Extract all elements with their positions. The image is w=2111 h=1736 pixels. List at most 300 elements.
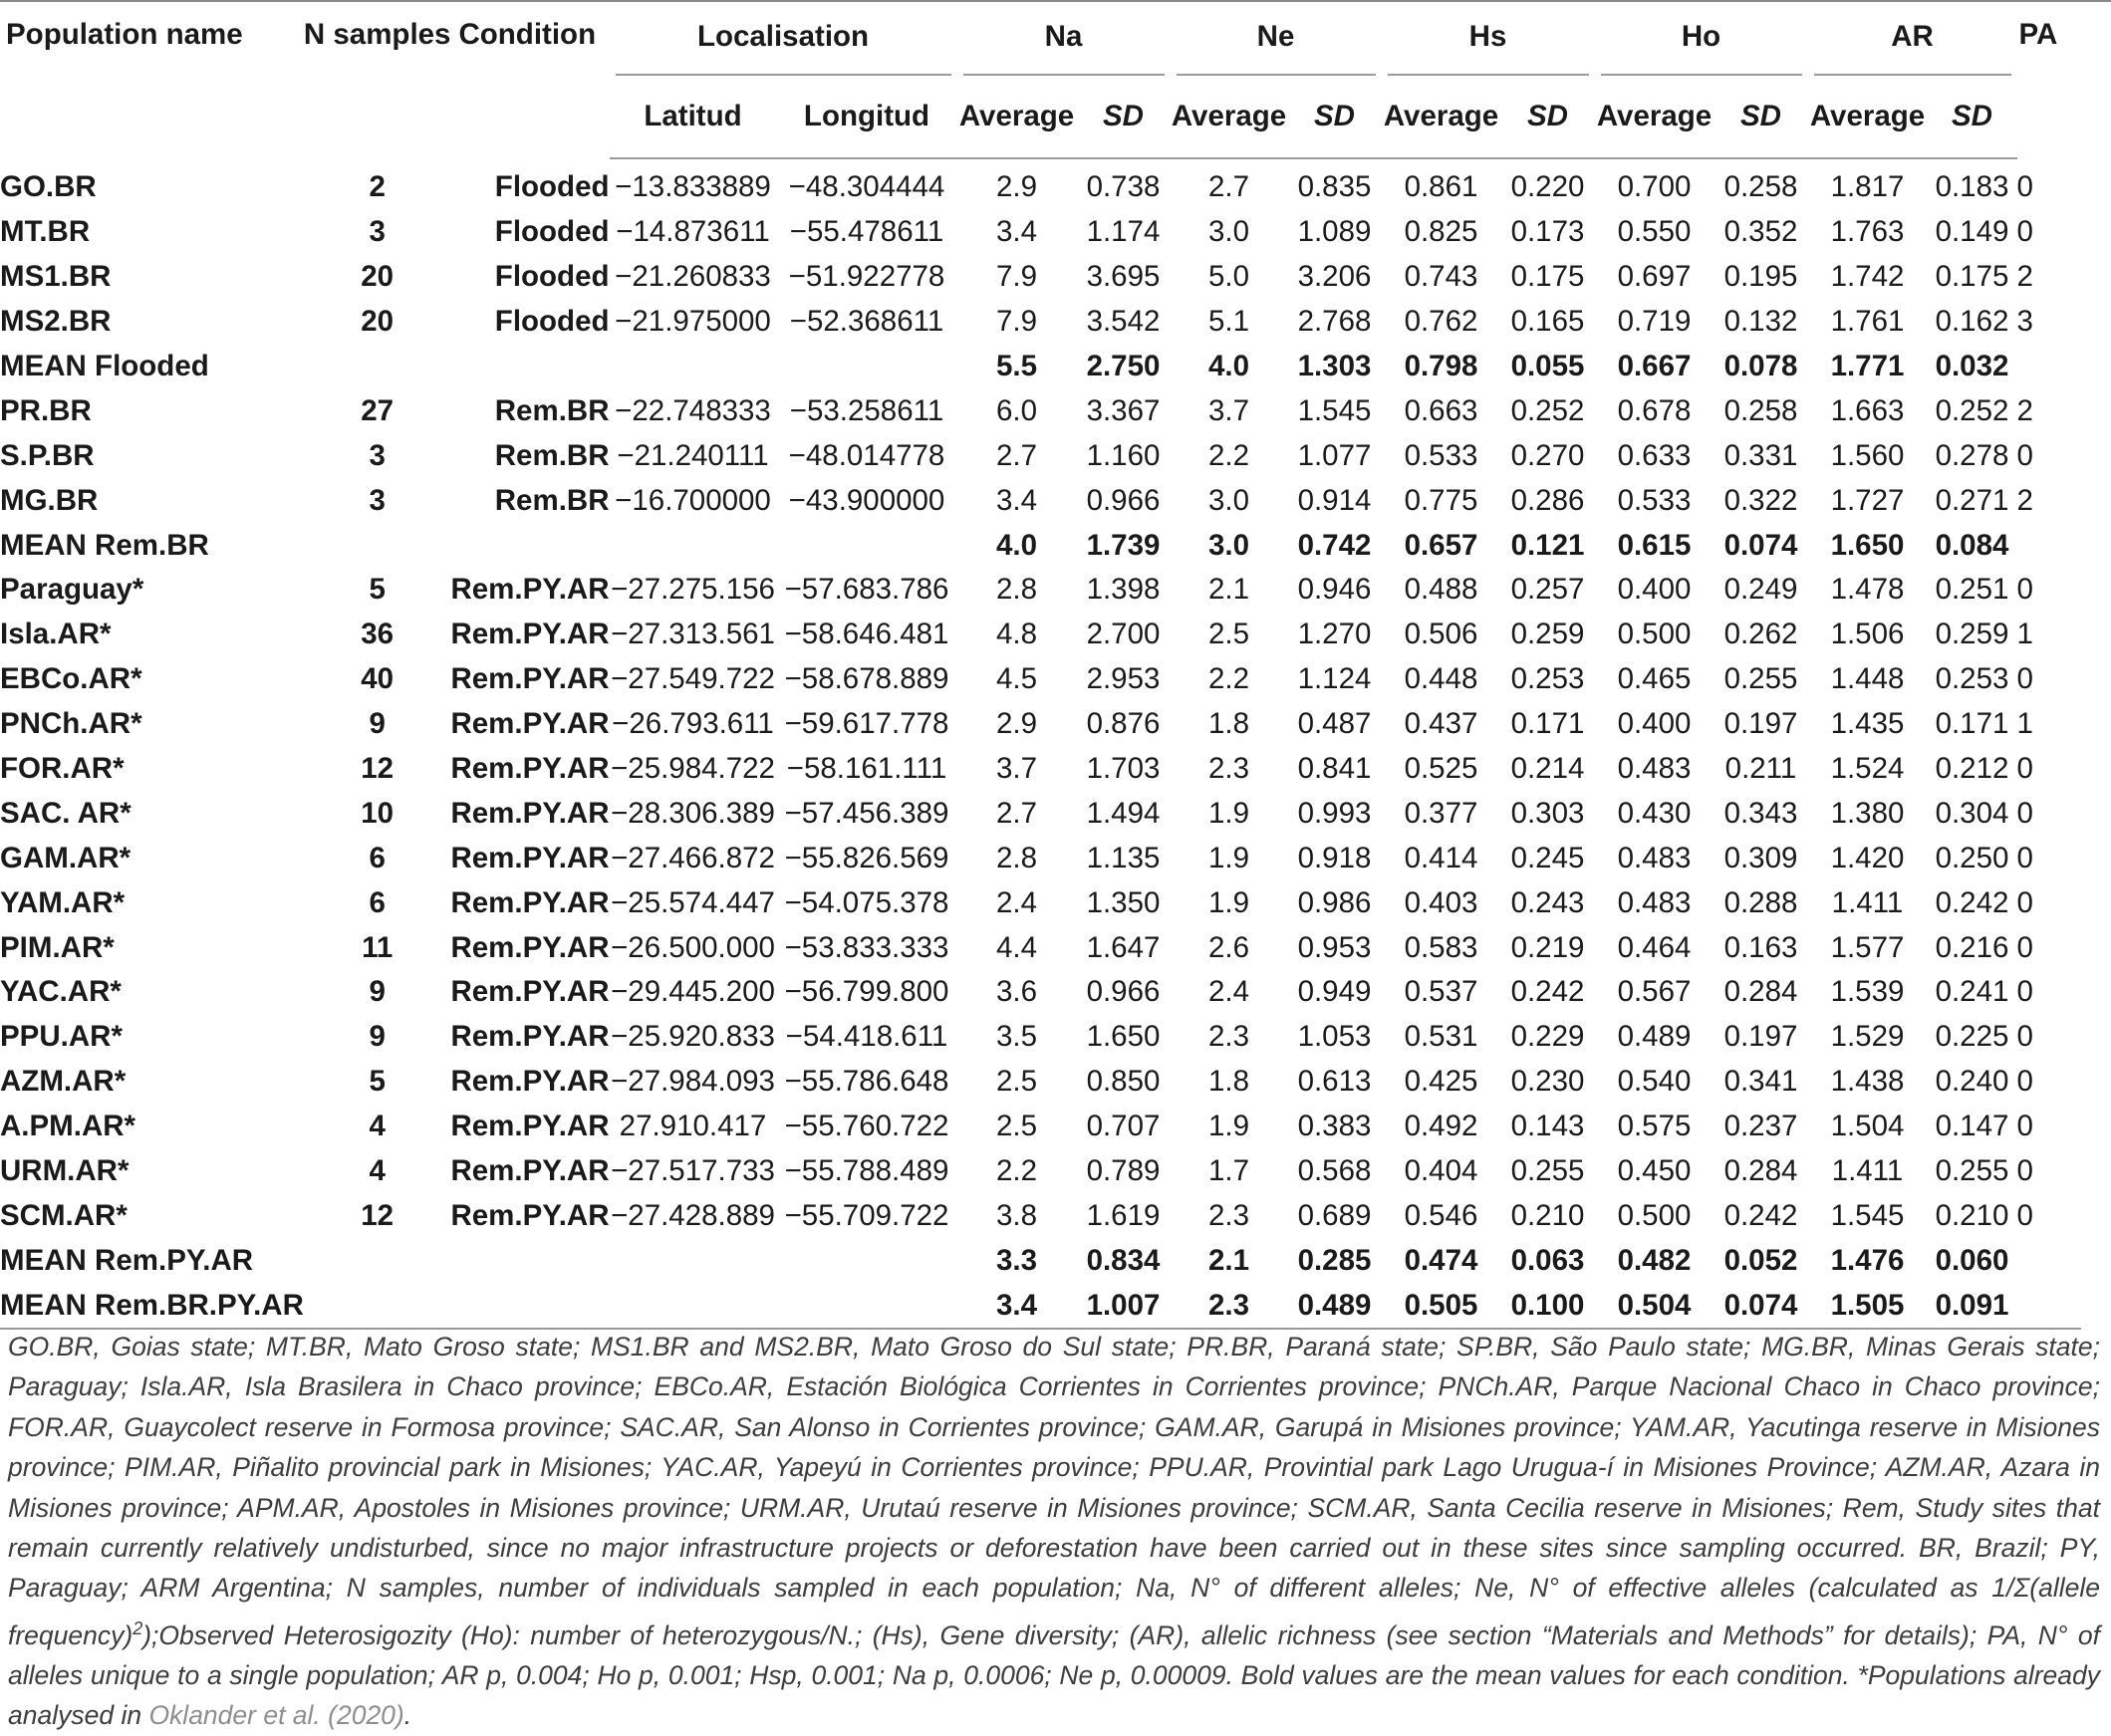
cell-longitud: −57.683.786 bbox=[784, 573, 949, 607]
cell-hs-sd: 0.063 bbox=[1510, 1243, 1585, 1277]
cell-hs-average: 0.492 bbox=[1404, 1110, 1478, 1143]
cell-ho-average: 0.500 bbox=[1617, 618, 1692, 651]
cell-na-average: 3.6 bbox=[995, 975, 1037, 1009]
col-header-pa: PA bbox=[2018, 18, 2058, 51]
cell-hs-sd: 0.143 bbox=[1510, 1110, 1585, 1143]
cell-hs-average: 0.425 bbox=[1404, 1065, 1478, 1099]
cell-population-name: MS2.BR bbox=[0, 305, 112, 339]
cell-na-sd: 0.789 bbox=[1086, 1154, 1161, 1188]
cell-ar-average: 1.411 bbox=[1831, 1154, 1904, 1188]
cell-n-samples bbox=[304, 1238, 451, 1283]
table-row bbox=[0, 388, 2081, 433]
cell-ar-sd: 0.259 bbox=[1935, 618, 2009, 651]
cell-ar-average: 1.438 bbox=[1830, 1065, 1905, 1099]
cell-population-name: FOR.AR* bbox=[0, 752, 125, 786]
cell-na-average: 3.5 bbox=[995, 1020, 1037, 1054]
cell-na-average: 3.7 bbox=[995, 752, 1037, 786]
cell-latitud: −27.428.889 bbox=[611, 1198, 775, 1232]
table-row bbox=[0, 1193, 2081, 1238]
cell-ho-average: 0.504 bbox=[1595, 1283, 1715, 1329]
cell-population-name: GO.BR bbox=[0, 169, 97, 203]
cell-ne-sd: 0.993 bbox=[1297, 796, 1372, 830]
cell-pa: 0 bbox=[2016, 169, 2033, 203]
cell-hs-sd: 0.253 bbox=[1510, 662, 1585, 696]
cell-longitud: −58.678.889 bbox=[784, 662, 949, 696]
cell-condition: Flooded bbox=[494, 169, 610, 203]
cell-hs-average: 0.403 bbox=[1404, 885, 1478, 919]
table-row bbox=[0, 925, 2081, 970]
cell-ho-sd: 0.331 bbox=[1723, 438, 1798, 472]
cell-ne-sd: 0.489 bbox=[1288, 1283, 1382, 1329]
cell-n-samples: 20 bbox=[361, 305, 395, 339]
cell-pa: 0 bbox=[2016, 975, 2033, 1009]
table-row bbox=[0, 1149, 2081, 1194]
cell-ne-average: 4.0 bbox=[1207, 350, 1249, 382]
cell-ho-sd: 0.262 bbox=[1723, 618, 1798, 651]
cell-ne-average: 2.7 bbox=[1207, 170, 1249, 204]
cell-ar-sd: 0.304 bbox=[1935, 796, 2009, 830]
cell-ho-sd: 0.309 bbox=[1723, 841, 1798, 874]
cell-na-sd: 1.160 bbox=[1086, 438, 1161, 472]
cell-ar-average: 1.380 bbox=[1830, 796, 1905, 830]
cell-hs-average: 0.537 bbox=[1404, 975, 1478, 1009]
cell-ho-average: 0.483 bbox=[1617, 841, 1692, 874]
cell-pa: 2 bbox=[2016, 260, 2033, 294]
cell-na-sd: 0.834 bbox=[1086, 1243, 1161, 1277]
cell-ne-sd: 1.303 bbox=[1297, 350, 1372, 382]
cell-ar-average: 1.448 bbox=[1830, 662, 1905, 696]
cell-population-name: YAM.AR* bbox=[0, 885, 126, 919]
cell-ho-average: 0.489 bbox=[1617, 1020, 1692, 1054]
cell-ne-sd: 0.986 bbox=[1297, 885, 1372, 919]
cell-pa bbox=[2017, 523, 2081, 568]
cell-longitud bbox=[777, 1238, 957, 1283]
cell-pa: 0 bbox=[2016, 1020, 2033, 1054]
col-header-hs bbox=[1382, 0, 1595, 76]
cell-na-average: 4.8 bbox=[995, 618, 1037, 651]
cell-latitud bbox=[610, 1283, 777, 1329]
cell-hs-sd: 0.175 bbox=[1510, 260, 1585, 294]
cell-na-sd: 0.738 bbox=[1086, 170, 1161, 204]
cell-longitud: −54.075.378 bbox=[784, 885, 949, 919]
cell-hs-sd: 0.121 bbox=[1510, 528, 1585, 562]
cell-ho-sd: 0.258 bbox=[1723, 170, 1798, 204]
cell-latitud: −27.549.722 bbox=[611, 662, 775, 696]
cell-hs-average: 0.488 bbox=[1404, 573, 1478, 607]
cell-hs-sd: 0.257 bbox=[1510, 573, 1585, 607]
cell-n-samples: 40 bbox=[361, 662, 395, 696]
cell-pa: 0 bbox=[2016, 796, 2033, 830]
cell-longitud: −52.368611 bbox=[789, 305, 944, 339]
cell-na-average: 4.4 bbox=[995, 930, 1037, 964]
cell-ar-sd: 0.271 bbox=[1935, 483, 2009, 517]
cell-n-samples: 12 bbox=[361, 752, 395, 786]
cell-n-samples: 11 bbox=[362, 930, 394, 964]
cell-pa: 0 bbox=[2016, 885, 2033, 919]
cell-ar-average: 1.763 bbox=[1830, 215, 1905, 249]
cell-ar-sd: 0.250 bbox=[1935, 841, 2009, 874]
table-row bbox=[0, 1105, 2081, 1149]
cell-ho-sd: 0.195 bbox=[1723, 260, 1798, 294]
cell-pa: 2 bbox=[2016, 483, 2033, 517]
cell-pa: 1 bbox=[2016, 707, 2033, 741]
cell-ho-sd: 0.132 bbox=[1723, 305, 1798, 339]
cell-hs-sd: 0.210 bbox=[1510, 1198, 1585, 1232]
cell-latitud: −25.574.447 bbox=[611, 885, 775, 919]
cell-ne-sd: 2.768 bbox=[1297, 305, 1372, 339]
cell-n-samples: 12 bbox=[361, 1198, 395, 1232]
cell-n-samples: 6 bbox=[369, 841, 386, 874]
cell-ho-sd: 0.255 bbox=[1723, 662, 1798, 696]
cell-pa: 0 bbox=[2016, 1065, 2033, 1099]
cell-ar-sd: 0.171 bbox=[1935, 707, 2009, 741]
cell-latitud: −26.793.611 bbox=[612, 707, 774, 741]
cell-n-samples: 9 bbox=[369, 707, 386, 741]
cell-na-average: 2.9 bbox=[995, 170, 1037, 204]
cell-ar-sd: 0.252 bbox=[1935, 393, 2009, 427]
cell-ho-sd: 0.211 bbox=[1724, 752, 1797, 786]
col-header-ne-sd: SD bbox=[1288, 76, 1382, 158]
col-header-ho-sd: SD bbox=[1715, 76, 1808, 158]
cell-n-samples: 3 bbox=[369, 215, 386, 249]
cell-condition: Rem.PY.AR bbox=[450, 752, 610, 786]
cell-population-name: AZM.AR* bbox=[0, 1065, 127, 1099]
cell-hs-sd: 0.243 bbox=[1510, 885, 1585, 919]
cell-pa bbox=[2017, 1283, 2081, 1329]
cell-ar-average: 1.663 bbox=[1830, 393, 1905, 427]
cell-ar-sd: 0.225 bbox=[1935, 1020, 2009, 1054]
cell-latitud: −14.873611 bbox=[616, 215, 770, 249]
cell-longitud bbox=[777, 1283, 957, 1329]
cell-na-average: 2.5 bbox=[995, 1110, 1037, 1143]
cell-ho-average: 0.465 bbox=[1617, 662, 1692, 696]
cell-ne-sd: 1.089 bbox=[1297, 215, 1372, 249]
cell-population-name: MEAN Rem.BR bbox=[0, 528, 209, 562]
cell-na-average: 4.0 bbox=[995, 528, 1037, 562]
cell-ne-sd: 0.841 bbox=[1297, 752, 1372, 786]
cell-ar-average: 1.560 bbox=[1830, 438, 1905, 472]
table-row bbox=[0, 158, 2081, 210]
cell-ar-sd: 0.091 bbox=[1928, 1283, 2017, 1329]
cell-ar-average: 1.577 bbox=[1830, 930, 1905, 964]
cell-ar-sd: 0.278 bbox=[1935, 438, 2009, 472]
cell-na-sd: 1.174 bbox=[1086, 215, 1161, 249]
cell-longitud: −43.900000 bbox=[788, 483, 945, 517]
cell-ne-average: 3.0 bbox=[1207, 528, 1249, 562]
cell-na-average: 2.5 bbox=[995, 1065, 1037, 1099]
cell-na-sd: 0.876 bbox=[1086, 707, 1161, 741]
cell-n-samples bbox=[304, 523, 451, 568]
cell-ne-average: 2.6 bbox=[1207, 930, 1249, 964]
cell-n-samples: 3 bbox=[369, 483, 386, 517]
cell-na-average: 7.9 bbox=[995, 260, 1037, 294]
footnote-superscript: 2 bbox=[132, 1617, 143, 1638]
cell-latitud: −27.984.093 bbox=[611, 1065, 775, 1099]
table-row bbox=[0, 702, 2081, 747]
mean-row bbox=[0, 1283, 2081, 1329]
cell-ho-average: 0.483 bbox=[1617, 752, 1692, 786]
cell-hs-average: 0.583 bbox=[1404, 930, 1478, 964]
cell-population-name: GAM.AR* bbox=[0, 841, 132, 874]
cell-condition: Flooded bbox=[494, 215, 610, 249]
cell-hs-sd: 0.270 bbox=[1510, 438, 1585, 472]
cell-na-average: 2.8 bbox=[995, 841, 1037, 874]
cell-pa: 0 bbox=[2016, 573, 2033, 607]
cell-ho-average: 0.400 bbox=[1617, 573, 1692, 607]
cell-latitud: −27.275.156 bbox=[611, 573, 775, 607]
table-footnote bbox=[8, 1327, 2100, 1736]
cell-ho-sd: 0.284 bbox=[1723, 975, 1798, 1009]
cell-ar-sd: 0.253 bbox=[1935, 662, 2009, 696]
cell-na-sd: 2.953 bbox=[1086, 662, 1161, 696]
cell-longitud: −55.788.489 bbox=[784, 1154, 949, 1188]
cell-population-name: PR.BR bbox=[0, 393, 92, 427]
cell-hs-average: 0.377 bbox=[1404, 796, 1478, 830]
cell-ho-average: 0.697 bbox=[1617, 260, 1692, 294]
cell-pa: 0 bbox=[2016, 841, 2033, 874]
cell-pa: 0 bbox=[2016, 1110, 2033, 1143]
cell-na-average: 3.8 bbox=[995, 1198, 1037, 1232]
cell-ar-average: 1.817 bbox=[1830, 170, 1905, 204]
cell-condition bbox=[450, 1283, 609, 1329]
cell-condition: Rem.PY.AR bbox=[450, 796, 610, 830]
col-header-localisation bbox=[610, 0, 957, 76]
cell-pa: 3 bbox=[2016, 305, 2033, 339]
col-header-na bbox=[957, 0, 1171, 76]
cell-ar-sd: 0.210 bbox=[1935, 1198, 2009, 1232]
cell-hs-average: 0.525 bbox=[1404, 752, 1478, 786]
table-row bbox=[0, 478, 2081, 523]
cell-na-sd: 1.739 bbox=[1086, 528, 1161, 562]
cell-na-sd: 3.695 bbox=[1086, 260, 1161, 294]
cell-condition: Rem.PY.AR bbox=[450, 1198, 610, 1232]
cell-ne-average: 2.3 bbox=[1171, 1283, 1288, 1329]
cell-ne-sd: 0.742 bbox=[1297, 528, 1372, 562]
cell-ne-sd: 0.689 bbox=[1297, 1198, 1372, 1232]
col-header-na-average: Average bbox=[957, 76, 1077, 158]
col-header-nsamples: N samples bbox=[303, 18, 451, 51]
cell-n-samples: 4 bbox=[369, 1110, 386, 1143]
cell-ho-sd: 0.074 bbox=[1715, 1283, 1808, 1329]
cell-ho-average: 0.615 bbox=[1617, 528, 1692, 562]
cell-na-sd: 1.398 bbox=[1086, 573, 1161, 607]
col-header-hs-average: Average bbox=[1382, 76, 1501, 158]
cell-na-sd: 3.542 bbox=[1086, 305, 1161, 339]
cell-ne-average: 1.9 bbox=[1207, 796, 1249, 830]
cell-pa: 0 bbox=[2016, 752, 2033, 786]
col-header-ho bbox=[1595, 0, 1808, 76]
col-header-latitud: Latitud bbox=[610, 76, 777, 158]
cell-population-name: YAC.AR* bbox=[0, 975, 122, 1009]
cell-ar-sd: 0.212 bbox=[1935, 752, 2009, 786]
cell-hs-average: 0.825 bbox=[1404, 215, 1478, 249]
cell-ne-average: 1.9 bbox=[1207, 841, 1249, 874]
cell-pa bbox=[2017, 1238, 2081, 1283]
cell-condition: Rem.BR bbox=[494, 393, 610, 427]
cell-population-name: S.P.BR bbox=[0, 438, 95, 472]
cell-ho-average: 0.719 bbox=[1617, 305, 1692, 339]
cell-ar-sd: 0.255 bbox=[1935, 1154, 2009, 1188]
cell-ho-average: 0.540 bbox=[1617, 1065, 1692, 1099]
cell-ne-average: 2.3 bbox=[1207, 1198, 1249, 1232]
cell-longitud: −59.617.778 bbox=[784, 707, 949, 741]
cell-hs-sd: 0.165 bbox=[1510, 305, 1585, 339]
cell-hs-average: 0.505 bbox=[1382, 1283, 1501, 1329]
cell-na-average: 2.8 bbox=[995, 573, 1037, 607]
cell-ho-sd: 0.242 bbox=[1723, 1198, 1798, 1232]
cell-ne-average: 2.2 bbox=[1207, 438, 1249, 472]
cell-hs-sd: 0.230 bbox=[1510, 1065, 1585, 1099]
cell-ar-average: 1.650 bbox=[1830, 528, 1905, 562]
col-header-na-sd: SD bbox=[1077, 76, 1171, 158]
cell-latitud: −27.313.561 bbox=[611, 618, 775, 651]
cell-pa: 1 bbox=[2016, 618, 2033, 651]
cell-ne-sd: 0.613 bbox=[1297, 1065, 1372, 1099]
cell-latitud bbox=[610, 1238, 777, 1283]
cell-ar-average: 1.742 bbox=[1830, 260, 1905, 294]
cell-longitud bbox=[777, 345, 957, 389]
ne-label: Ne bbox=[1256, 20, 1295, 53]
cell-condition: Rem.BR bbox=[494, 438, 610, 472]
cell-population-name: MS1.BR bbox=[0, 260, 112, 294]
cell-longitud: −55.826.569 bbox=[784, 841, 949, 874]
cell-population-name: PPU.AR* bbox=[0, 1020, 123, 1054]
cell-hs-sd: 0.229 bbox=[1510, 1020, 1585, 1054]
cell-hs-average: 0.533 bbox=[1404, 438, 1478, 472]
cell-condition: Rem.PY.AR bbox=[450, 930, 610, 964]
cell-ne-sd: 0.835 bbox=[1297, 170, 1372, 204]
cell-ho-sd: 0.163 bbox=[1723, 930, 1798, 964]
cell-ne-sd: 0.953 bbox=[1297, 930, 1372, 964]
cell-condition: Rem.BR bbox=[494, 483, 610, 517]
cell-pa: 0 bbox=[2016, 438, 2033, 472]
cell-ar-sd: 0.242 bbox=[1935, 885, 2009, 919]
cell-na-sd: 1.135 bbox=[1086, 841, 1161, 874]
cell-condition: Flooded bbox=[494, 260, 610, 294]
cell-pa: 2 bbox=[2016, 393, 2033, 427]
cell-na-average: 3.3 bbox=[995, 1243, 1037, 1277]
cell-n-samples bbox=[304, 1283, 451, 1329]
cell-na-average: 2.4 bbox=[995, 885, 1037, 919]
cell-ar-average: 1.545 bbox=[1830, 1198, 1905, 1232]
cell-ne-sd: 1.053 bbox=[1297, 1020, 1372, 1054]
cell-hs-average: 0.546 bbox=[1404, 1198, 1478, 1232]
cell-ho-average: 0.400 bbox=[1617, 707, 1692, 741]
cell-pa: 0 bbox=[2016, 662, 2033, 696]
cell-na-average: 5.5 bbox=[995, 350, 1037, 382]
cell-ne-sd: 1.124 bbox=[1297, 662, 1372, 696]
cell-pa bbox=[2017, 345, 2081, 389]
cell-hs-average: 0.474 bbox=[1404, 1243, 1478, 1277]
table-row bbox=[0, 255, 2081, 300]
col-header-hs-sd: SD bbox=[1501, 76, 1595, 158]
table-row bbox=[0, 747, 2081, 792]
cell-longitud: −51.922778 bbox=[788, 260, 945, 294]
cell-hs-sd: 0.259 bbox=[1510, 618, 1585, 651]
cell-ne-sd: 0.487 bbox=[1297, 707, 1372, 741]
cell-n-samples: 4 bbox=[369, 1154, 386, 1188]
footnote-text: GO.BR, Goias state; MT.BR, Mato Groso state; MS1.BR and MS2.BR, Mato Groso do Sul state; PR.BR, Paraná state; SP.BR, São Paulo state; MG.BR, Minas Gerais state; Paraguay; Isla.AR, Isla Brasilera in Chaco province; EBCo.AR, Estación Biológica Corrientes in Corrientes province; PNCh.AR, Parque Nacional Chaco in Chaco province; FOR.AR, Guaycolect reserve in Formosa province; SAC.AR, San Alonso in Corrientes province; GAM.AR, Garupá in Misiones province; YAM.AR, Yacutinga reserve in Misiones province; PIM.AR, Piñalito provincial park in Misiones; YAC.AR, Yapeyú in Corrientes province; PPU.AR, Provintial park Lago Urugua-í in Misiones Province; AZM.AR, Azara in Misiones province; APM.AR, Apostoles in Misiones province; URM.AR, Urutaú reserve in Misiones province; SCM.AR, Santa Cecilia reserve in Misiones; Rem, Study sites that remain currently relatively undisturbed, since no major infrastructure projects or deforestation have been carried out in these sites since sampling occurred. BR, Brazil; PY, Paraguay; ARM Argentina; N samples, number of individuals sampled in each population; Na, N° of different alleles; Ne, N° of effective alleles (calculated as 1/Σ(allele frequency) bbox=[8, 1332, 2100, 1650]
cell-n-samples: 20 bbox=[361, 260, 395, 294]
col-header-ne bbox=[1171, 0, 1382, 76]
cell-ne-average: 2.3 bbox=[1207, 752, 1249, 786]
col-header-condition: Condition bbox=[458, 18, 597, 51]
cell-hs-sd: 0.245 bbox=[1510, 841, 1585, 874]
cell-hs-sd: 0.171 bbox=[1510, 707, 1585, 741]
cell-ar-average: 1.529 bbox=[1830, 1020, 1905, 1054]
cell-ne-sd: 0.914 bbox=[1297, 483, 1372, 517]
cell-ne-average: 3.7 bbox=[1207, 393, 1249, 427]
cell-condition: Rem.PY.AR bbox=[450, 707, 610, 741]
cell-latitud: −25.920.833 bbox=[611, 1020, 775, 1054]
cell-ho-sd: 0.341 bbox=[1723, 1065, 1798, 1099]
cell-ne-average: 5.0 bbox=[1207, 260, 1249, 294]
cell-longitud bbox=[777, 523, 957, 568]
cell-condition: Rem.PY.AR bbox=[450, 1020, 610, 1054]
cell-ho-average: 0.430 bbox=[1617, 796, 1692, 830]
cell-hs-average: 0.743 bbox=[1404, 260, 1478, 294]
cell-n-samples: 36 bbox=[361, 618, 395, 651]
table-row bbox=[0, 970, 2081, 1015]
cell-longitud: −56.799.800 bbox=[784, 975, 949, 1009]
hs-label: Hs bbox=[1468, 20, 1507, 53]
cell-ho-average: 0.567 bbox=[1617, 975, 1692, 1009]
cell-longitud: −58.161.111 bbox=[786, 752, 947, 786]
cell-ho-sd: 0.249 bbox=[1723, 573, 1798, 607]
cell-condition: Rem.PY.AR bbox=[450, 1110, 610, 1143]
cell-ho-sd: 0.052 bbox=[1723, 1243, 1798, 1277]
cell-ar-average: 1.771 bbox=[1830, 350, 1905, 382]
cell-latitud: −21.240111 bbox=[617, 438, 769, 472]
cell-ar-average: 1.420 bbox=[1830, 841, 1905, 874]
cell-condition: Flooded bbox=[494, 305, 610, 339]
cell-condition: Rem.PY.AR bbox=[450, 573, 610, 607]
cell-na-average: 2.9 bbox=[995, 707, 1037, 741]
cell-na-sd: 0.707 bbox=[1086, 1110, 1161, 1143]
cell-longitud: −55.786.648 bbox=[784, 1065, 949, 1099]
cell-condition: Rem.PY.AR bbox=[450, 662, 610, 696]
cell-population-name: MT.BR bbox=[0, 215, 91, 249]
col-header-ho-average: Average bbox=[1595, 76, 1715, 158]
cell-condition bbox=[450, 523, 609, 568]
cell-ne-average: 1.8 bbox=[1207, 1065, 1249, 1099]
cell-latitud: −27.517.733 bbox=[611, 1154, 775, 1188]
cell-population-name: EBCo.AR* bbox=[0, 662, 142, 696]
cell-ho-average: 0.483 bbox=[1617, 885, 1692, 919]
mean-row bbox=[0, 345, 2081, 389]
citation-link[interactable]: Oklander et al. (2020) bbox=[148, 1700, 404, 1731]
cell-ar-average: 1.476 bbox=[1830, 1243, 1905, 1277]
table-row bbox=[0, 300, 2081, 345]
cell-n-samples: 6 bbox=[369, 885, 386, 919]
cell-ne-average: 2.4 bbox=[1207, 975, 1249, 1009]
cell-na-average: 2.2 bbox=[995, 1154, 1037, 1188]
cell-ar-average: 1.761 bbox=[1830, 305, 1905, 339]
cell-latitud bbox=[610, 345, 777, 389]
cell-na-sd: 2.750 bbox=[1086, 350, 1161, 382]
cell-ho-average: 0.482 bbox=[1617, 1243, 1692, 1277]
col-header-longitud: Longitud bbox=[777, 76, 957, 158]
cell-ar-sd: 0.183 bbox=[1935, 170, 2009, 204]
cell-na-average: 3.4 bbox=[995, 483, 1037, 517]
cell-hs-average: 0.663 bbox=[1404, 393, 1478, 427]
cell-population-name: A.PM.AR* bbox=[0, 1110, 136, 1143]
table-row bbox=[0, 1060, 2081, 1105]
cell-ar-average: 1.411 bbox=[1831, 885, 1904, 919]
cell-ho-average: 0.533 bbox=[1617, 483, 1692, 517]
cell-latitud: −28.306.389 bbox=[611, 796, 775, 830]
cell-na-sd: 3.367 bbox=[1086, 393, 1161, 427]
